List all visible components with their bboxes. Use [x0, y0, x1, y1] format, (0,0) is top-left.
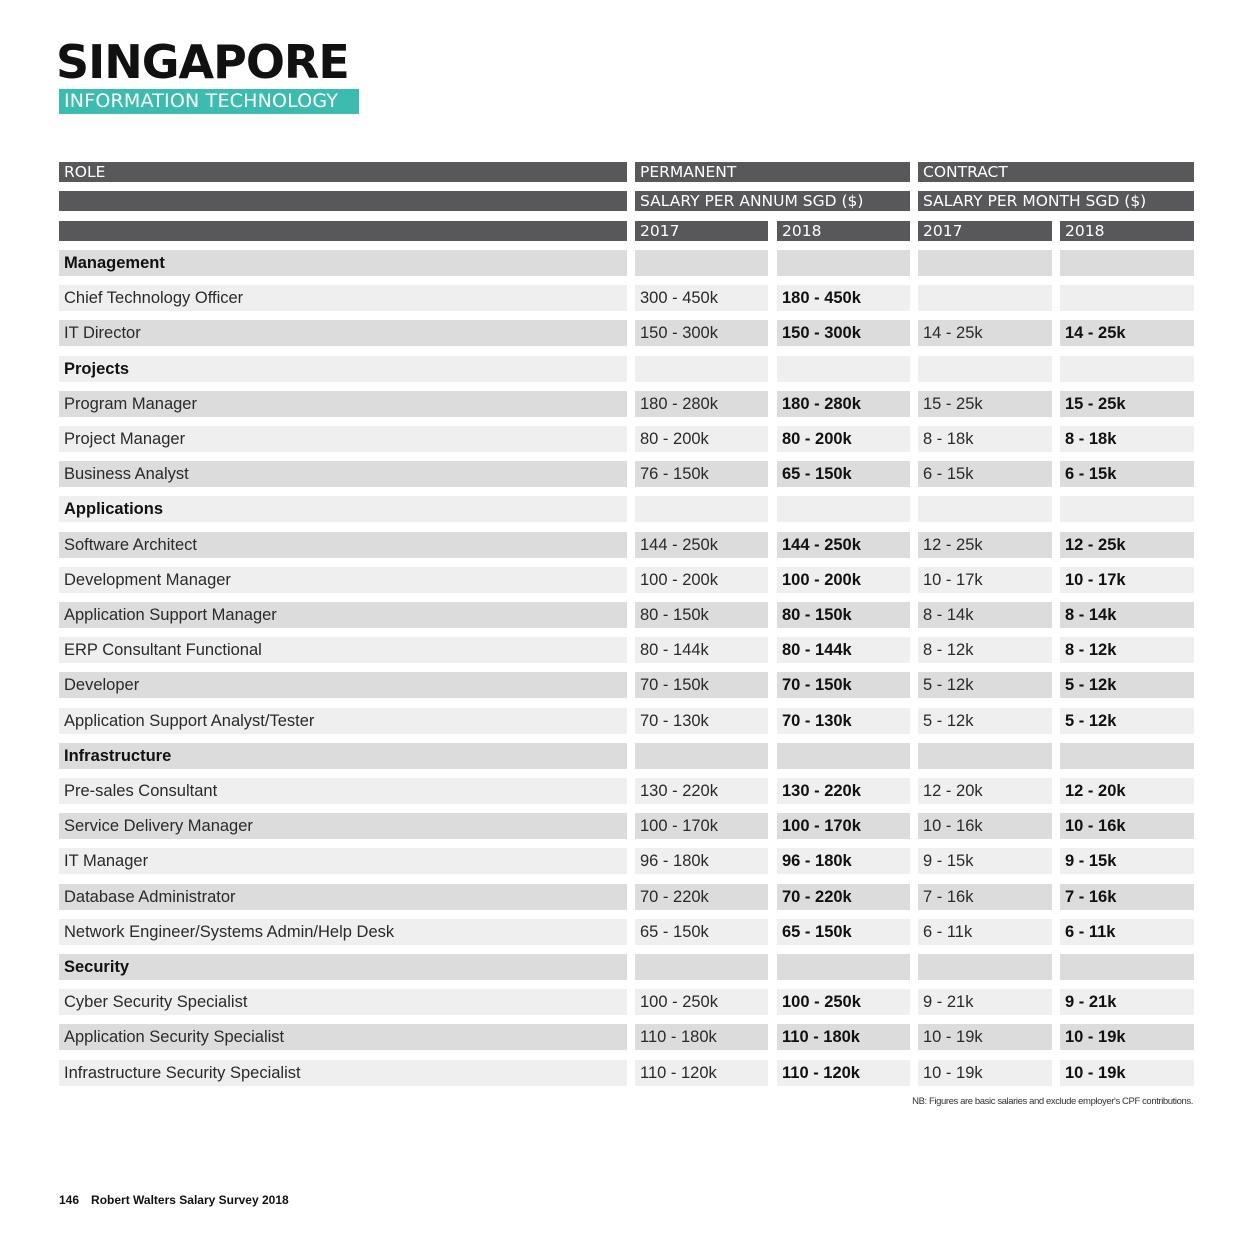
role-cell: ERP Consultant Functional	[59, 637, 627, 663]
contract-2018-cell: 15 - 25k	[1060, 391, 1194, 417]
footnote: NB: Figures are basic salaries and exclude employer's CPF contributions.	[912, 1096, 1193, 1107]
permanent-2017-cell: 150 - 300k	[635, 320, 768, 346]
contract-2018-cell: 8 - 14k	[1060, 602, 1194, 628]
contract-2017-cell: 8 - 14k	[918, 602, 1052, 628]
header-role-blank-2	[59, 221, 627, 241]
permanent-2018-cell: 110 - 180k	[777, 1024, 910, 1050]
contract-2018-cell: 7 - 16k	[1060, 884, 1194, 910]
role-cell: Application Support Analyst/Tester	[59, 708, 627, 734]
page-number: 146	[59, 1193, 80, 1207]
contract-2018-cell: 10 - 19k	[1060, 1060, 1194, 1086]
page-footer	[59, 1193, 289, 1207]
contract-2018-cell: 9 - 21k	[1060, 989, 1194, 1015]
role-cell: Service Delivery Manager	[59, 813, 627, 839]
contract-2017-cell: 12 - 25k	[918, 532, 1052, 558]
contract-2018-cell: 10 - 16k	[1060, 813, 1194, 839]
permanent-2017-cell: 100 - 250k	[635, 989, 768, 1015]
page-title: SINGAPORE	[56, 35, 349, 89]
permanent-2018-cell: 80 - 144k	[777, 637, 910, 663]
page-subtitle: INFORMATION TECHNOLOGY	[59, 89, 359, 114]
footer-publication: Robert Walters Salary Survey 2018	[91, 1193, 289, 1207]
role-cell: Database Administrator	[59, 884, 627, 910]
header-contract-2017: 2017	[918, 221, 1052, 241]
permanent-2017-cell	[635, 954, 768, 980]
role-cell: IT Director	[59, 320, 627, 346]
contract-2017-cell: 5 - 12k	[918, 672, 1052, 698]
permanent-2018-cell: 150 - 300k	[777, 320, 910, 346]
permanent-2018-cell: 144 - 250k	[777, 532, 910, 558]
permanent-2018-cell	[777, 743, 910, 769]
permanent-2018-cell: 80 - 200k	[777, 426, 910, 452]
permanent-2018-cell: 80 - 150k	[777, 602, 910, 628]
permanent-2017-cell: 76 - 150k	[635, 461, 768, 487]
role-cell: Cyber Security Specialist	[59, 989, 627, 1015]
permanent-2017-cell	[635, 743, 768, 769]
header-role: ROLE	[59, 162, 627, 182]
contract-2017-cell: 10 - 19k	[918, 1024, 1052, 1050]
header-permanent: PERMANENT	[635, 162, 910, 182]
role-cell: Developer	[59, 672, 627, 698]
contract-2018-cell: 10 - 17k	[1060, 567, 1194, 593]
permanent-2018-cell: 180 - 280k	[777, 391, 910, 417]
contract-2017-cell	[918, 356, 1052, 382]
permanent-2017-cell: 80 - 150k	[635, 602, 768, 628]
permanent-2018-cell: 130 - 220k	[777, 778, 910, 804]
permanent-2018-cell: 100 - 170k	[777, 813, 910, 839]
header-contract-unit: SALARY PER MONTH SGD ($)	[918, 191, 1194, 211]
contract-2017-cell: 15 - 25k	[918, 391, 1052, 417]
permanent-2017-cell: 70 - 220k	[635, 884, 768, 910]
permanent-2017-cell: 65 - 150k	[635, 919, 768, 945]
contract-2017-cell: 8 - 12k	[918, 637, 1052, 663]
role-cell: IT Manager	[59, 848, 627, 874]
section-title: Projects	[59, 356, 627, 382]
contract-2017-cell: 14 - 25k	[918, 320, 1052, 346]
contract-2018-cell: 6 - 15k	[1060, 461, 1194, 487]
contract-2017-cell: 5 - 12k	[918, 708, 1052, 734]
section-title: Management	[59, 250, 627, 276]
permanent-2018-cell	[777, 496, 910, 522]
contract-2018-cell: 5 - 12k	[1060, 708, 1194, 734]
permanent-2018-cell: 100 - 250k	[777, 989, 910, 1015]
contract-2017-cell	[918, 496, 1052, 522]
header-permanent-2018: 2018	[777, 221, 910, 241]
contract-2017-cell: 9 - 15k	[918, 848, 1052, 874]
contract-2018-cell: 8 - 18k	[1060, 426, 1194, 452]
permanent-2018-cell: 65 - 150k	[777, 919, 910, 945]
permanent-2018-cell: 70 - 130k	[777, 708, 910, 734]
section-title: Applications	[59, 496, 627, 522]
contract-2018-cell	[1060, 250, 1194, 276]
contract-2018-cell	[1060, 496, 1194, 522]
permanent-2018-cell: 70 - 150k	[777, 672, 910, 698]
permanent-2018-cell: 70 - 220k	[777, 884, 910, 910]
permanent-2017-cell: 130 - 220k	[635, 778, 768, 804]
permanent-2017-cell: 80 - 144k	[635, 637, 768, 663]
contract-2018-cell: 5 - 12k	[1060, 672, 1194, 698]
contract-2017-cell	[918, 743, 1052, 769]
contract-2017-cell: 8 - 18k	[918, 426, 1052, 452]
contract-2017-cell: 10 - 16k	[918, 813, 1052, 839]
permanent-2017-cell: 144 - 250k	[635, 532, 768, 558]
permanent-2017-cell: 70 - 130k	[635, 708, 768, 734]
permanent-2017-cell: 110 - 120k	[635, 1060, 768, 1086]
permanent-2018-cell: 110 - 120k	[777, 1060, 910, 1086]
role-cell: Software Architect	[59, 532, 627, 558]
contract-2018-cell	[1060, 954, 1194, 980]
contract-2017-cell	[918, 250, 1052, 276]
role-cell: Chief Technology Officer	[59, 285, 627, 311]
role-cell: Application Support Manager	[59, 602, 627, 628]
contract-2018-cell	[1060, 285, 1194, 311]
contract-2018-cell: 6 - 11k	[1060, 919, 1194, 945]
permanent-2017-cell: 96 - 180k	[635, 848, 768, 874]
permanent-2017-cell: 180 - 280k	[635, 391, 768, 417]
permanent-2017-cell: 300 - 450k	[635, 285, 768, 311]
header-contract: CONTRACT	[918, 162, 1194, 182]
permanent-2017-cell: 100 - 200k	[635, 567, 768, 593]
contract-2018-cell	[1060, 356, 1194, 382]
header-contract-2018: 2018	[1060, 221, 1194, 241]
contract-2017-cell	[918, 285, 1052, 311]
permanent-2017-cell	[635, 496, 768, 522]
permanent-2018-cell	[777, 250, 910, 276]
contract-2017-cell	[918, 954, 1052, 980]
permanent-2017-cell: 100 - 170k	[635, 813, 768, 839]
permanent-2017-cell	[635, 250, 768, 276]
permanent-2017-cell	[635, 356, 768, 382]
permanent-2017-cell: 110 - 180k	[635, 1024, 768, 1050]
contract-2017-cell: 6 - 11k	[918, 919, 1052, 945]
role-cell: Development Manager	[59, 567, 627, 593]
role-cell: Pre-sales Consultant	[59, 778, 627, 804]
contract-2017-cell: 7 - 16k	[918, 884, 1052, 910]
permanent-2017-cell: 80 - 200k	[635, 426, 768, 452]
section-title: Infrastructure	[59, 743, 627, 769]
contract-2018-cell: 12 - 25k	[1060, 532, 1194, 558]
role-cell: Program Manager	[59, 391, 627, 417]
contract-2017-cell: 9 - 21k	[918, 989, 1052, 1015]
contract-2018-cell: 8 - 12k	[1060, 637, 1194, 663]
contract-2018-cell: 12 - 20k	[1060, 778, 1194, 804]
section-title: Security	[59, 954, 627, 980]
contract-2017-cell: 10 - 17k	[918, 567, 1052, 593]
permanent-2018-cell: 65 - 150k	[777, 461, 910, 487]
permanent-2018-cell: 180 - 450k	[777, 285, 910, 311]
permanent-2017-cell: 70 - 150k	[635, 672, 768, 698]
header-permanent-unit: SALARY PER ANNUM SGD ($)	[635, 191, 910, 211]
header-permanent-2017: 2017	[635, 221, 768, 241]
permanent-2018-cell	[777, 954, 910, 980]
permanent-2018-cell: 100 - 200k	[777, 567, 910, 593]
role-cell: Network Engineer/Systems Admin/Help Desk	[59, 919, 627, 945]
header-role-blank	[59, 191, 627, 211]
role-cell: Application Security Specialist	[59, 1024, 627, 1050]
contract-2017-cell: 10 - 19k	[918, 1060, 1052, 1086]
role-cell: Infrastructure Security Specialist	[59, 1060, 627, 1086]
role-cell: Project Manager	[59, 426, 627, 452]
contract-2017-cell: 6 - 15k	[918, 461, 1052, 487]
contract-2018-cell: 9 - 15k	[1060, 848, 1194, 874]
role-cell: Business Analyst	[59, 461, 627, 487]
contract-2018-cell: 14 - 25k	[1060, 320, 1194, 346]
permanent-2018-cell: 96 - 180k	[777, 848, 910, 874]
permanent-2018-cell	[777, 356, 910, 382]
contract-2017-cell: 12 - 20k	[918, 778, 1052, 804]
contract-2018-cell: 10 - 19k	[1060, 1024, 1194, 1050]
contract-2018-cell	[1060, 743, 1194, 769]
